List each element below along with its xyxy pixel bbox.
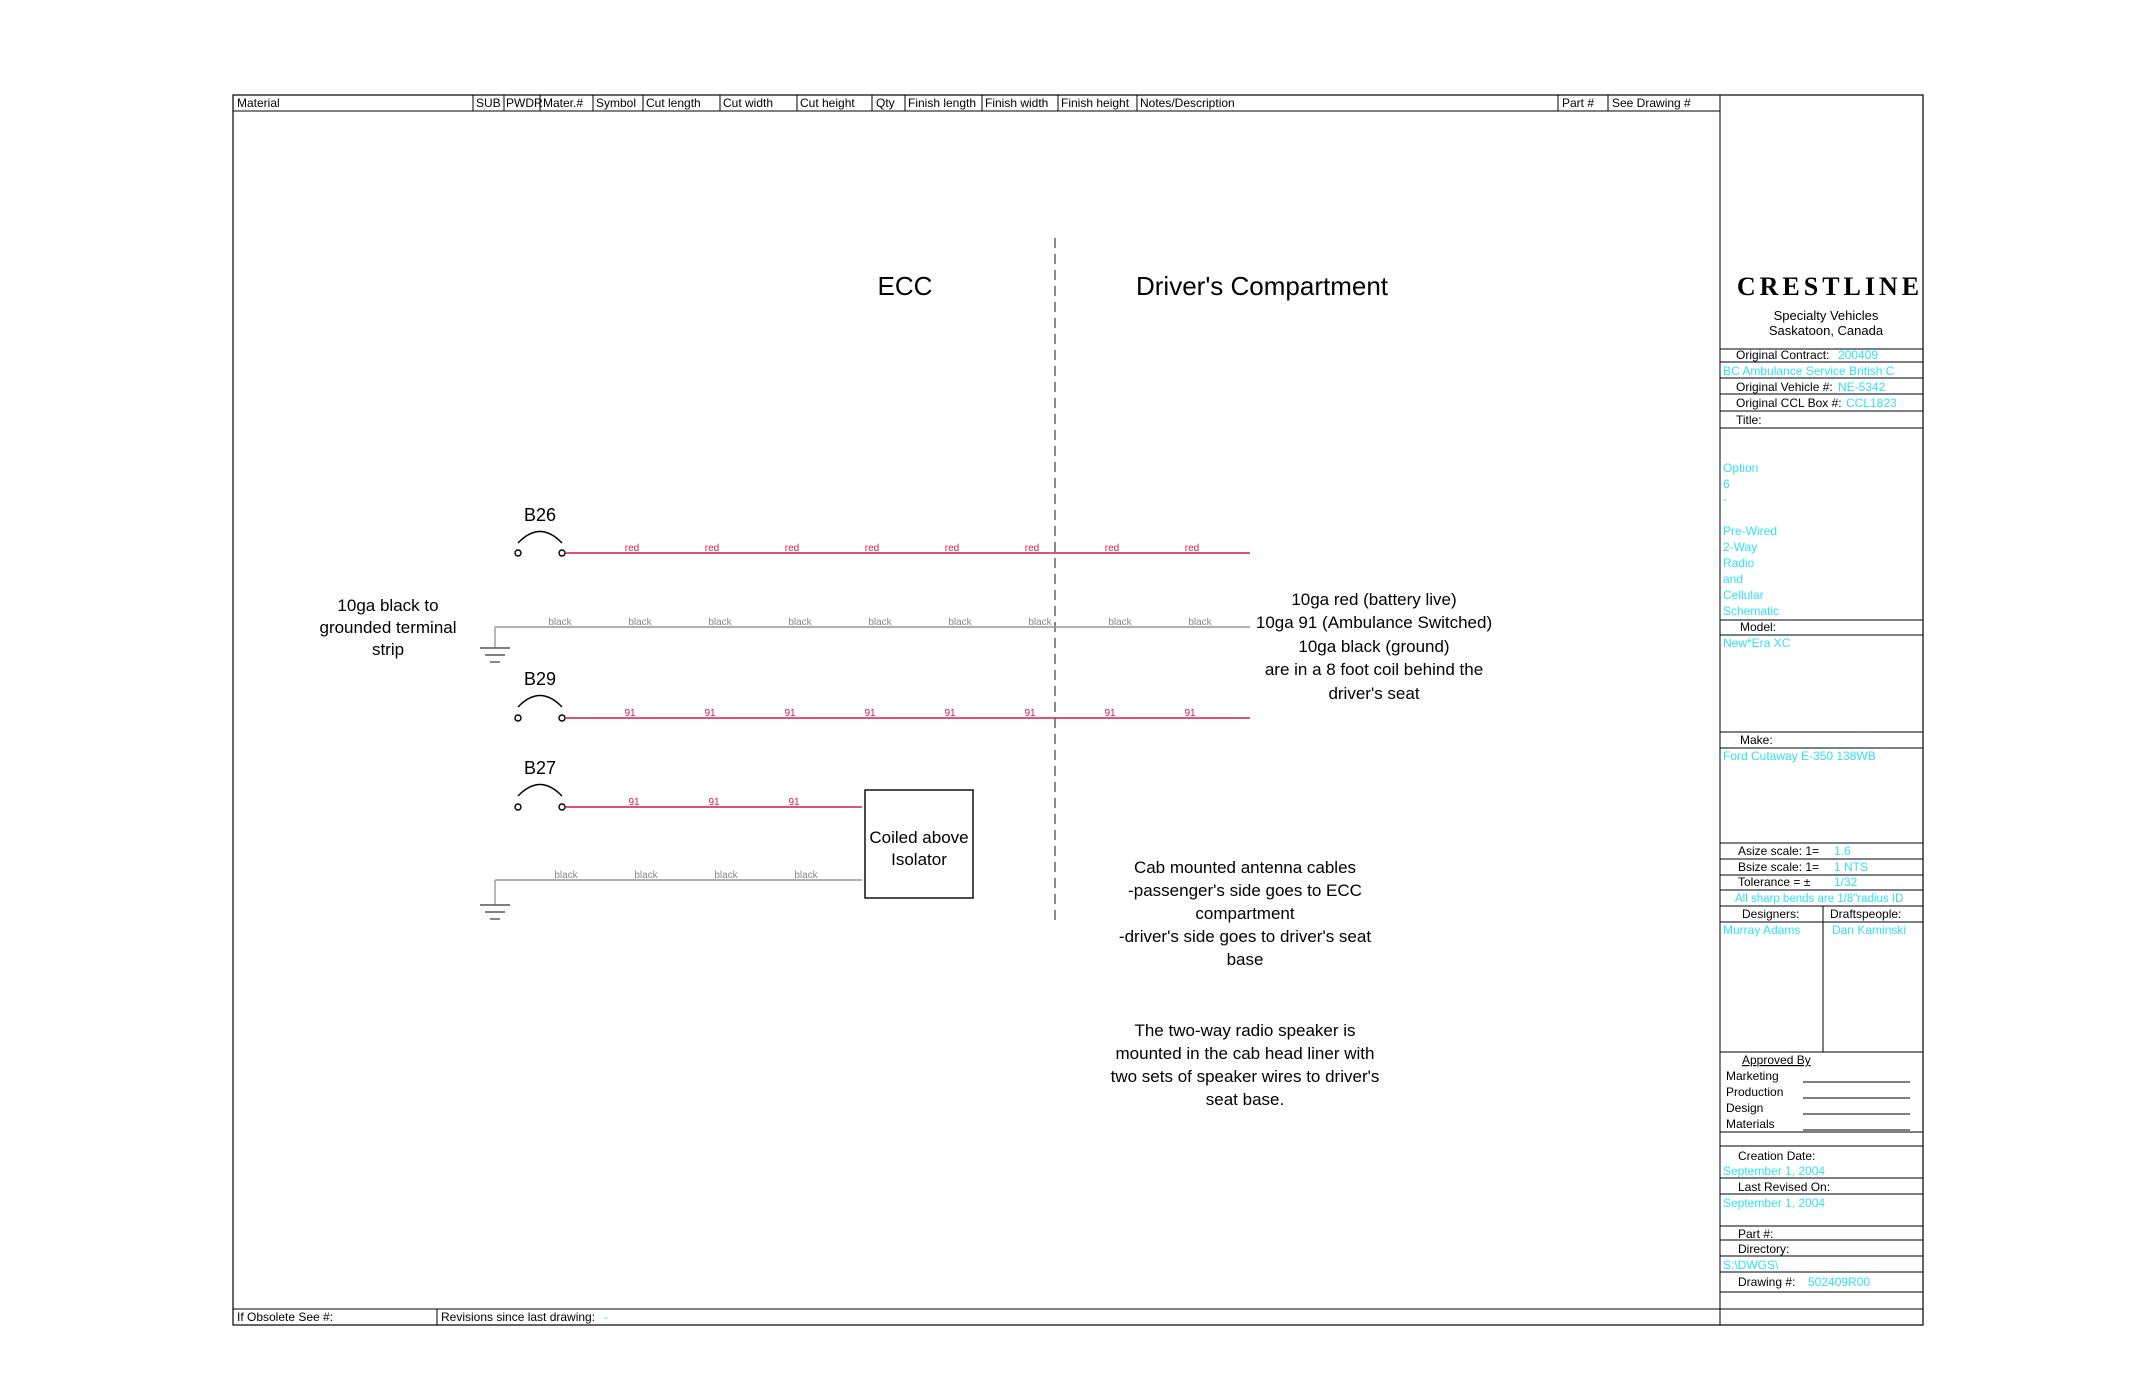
svg-text:-driver's side goes to driver': -driver's side goes to driver's seat bbox=[1118, 927, 1372, 946]
svg-text:-passenger's side goes to ECC: -passenger's side goes to ECC bbox=[1128, 881, 1362, 900]
part-label: Part #: bbox=[1738, 1227, 1774, 1241]
svg-text:red: red bbox=[944, 543, 960, 554]
svg-text:black: black bbox=[1108, 617, 1132, 628]
svg-text:Cellular: Cellular bbox=[1723, 588, 1764, 602]
svg-text:10ga black to: 10ga black to bbox=[337, 596, 439, 615]
svg-text:Design: Design bbox=[1726, 1101, 1764, 1115]
svg-text:base: base bbox=[1226, 950, 1264, 969]
title-block bbox=[1720, 272, 1923, 1292]
svg-text:black: black bbox=[554, 870, 578, 881]
wire-black-labels bbox=[548, 617, 1212, 628]
svg-text:compartment: compartment bbox=[1195, 904, 1295, 923]
ccl-value: CCL1823 bbox=[1846, 396, 1897, 410]
hdr-material: Material bbox=[237, 96, 280, 110]
bsize-label: Bsize scale: 1= bbox=[1738, 860, 1820, 874]
model-value: New*Era XC bbox=[1723, 636, 1791, 650]
svg-text:red: red bbox=[1024, 543, 1040, 554]
svg-text:The two-way radio speaker is: The two-way radio speaker is bbox=[1134, 1021, 1356, 1040]
svg-text:B29: B29 bbox=[523, 669, 557, 689]
svg-text:two sets of speaker wires to d: two sets of speaker wires to driver's bbox=[1110, 1067, 1380, 1086]
contract-value: 200409 bbox=[1838, 348, 1879, 362]
svg-text:10ga red (battery live): 10ga red (battery live) bbox=[1291, 590, 1457, 609]
company-line2: Saskatoon, Canada bbox=[1768, 323, 1884, 338]
svg-text:grounded terminal: grounded terminal bbox=[319, 618, 457, 637]
ground-symbol-2 bbox=[480, 905, 510, 919]
hdr-finish-length: Finish length bbox=[908, 96, 977, 110]
company-logo: CRESTLINE bbox=[1736, 272, 1924, 301]
approved-label: Approved By bbox=[1742, 1053, 1811, 1067]
svg-text:red: red bbox=[624, 543, 640, 554]
svg-text:91: 91 bbox=[628, 797, 640, 808]
svg-text:-: - bbox=[1723, 492, 1727, 506]
svg-text:mounted in the cab head liner: mounted in the cab head liner with bbox=[1115, 1044, 1375, 1063]
drafts-value: Dan Kaminski bbox=[1832, 923, 1907, 937]
svg-text:B27: B27 bbox=[523, 758, 557, 778]
svg-text:91: 91 bbox=[944, 708, 956, 719]
ground-symbol bbox=[480, 648, 510, 662]
svg-text:91: 91 bbox=[1184, 708, 1196, 719]
hdr-mater: Mater.# bbox=[543, 96, 584, 110]
svg-text:91: 91 bbox=[624, 708, 636, 719]
svg-text:black: black bbox=[628, 617, 652, 628]
svg-text:red: red bbox=[784, 543, 800, 554]
zone-ecc-label: ECC bbox=[877, 271, 933, 301]
revised-value: September 1, 2004 bbox=[1723, 1196, 1826, 1210]
title-label: Title: bbox=[1736, 413, 1762, 427]
svg-text:seat base.: seat base. bbox=[1205, 1090, 1285, 1109]
antenna-note bbox=[1119, 858, 1371, 969]
drafts-label: Draftspeople: bbox=[1830, 907, 1902, 921]
isolator-label-2: Isolator bbox=[891, 850, 947, 869]
svg-text:red: red bbox=[704, 543, 720, 554]
drawing-label: Drawing #: bbox=[1738, 1275, 1796, 1289]
svg-text:Marketing: Marketing bbox=[1726, 1069, 1779, 1083]
breaker-b26 bbox=[515, 505, 565, 556]
creation-label: Creation Date: bbox=[1738, 1149, 1816, 1163]
svg-text:Cab mounted antenna cables: Cab mounted antenna cables bbox=[1133, 858, 1357, 877]
svg-text:2-Way: 2-Way bbox=[1723, 540, 1758, 554]
asize-label: Asize scale: 1= bbox=[1738, 844, 1820, 858]
footer-revisions: Revisions since last drawing: bbox=[441, 1310, 596, 1324]
asize-value: 1.6 bbox=[1834, 844, 1851, 858]
designers-label: Designers: bbox=[1742, 907, 1800, 921]
hdr-cut-length: Cut length bbox=[646, 96, 701, 110]
tolerance-value: 1/32 bbox=[1834, 875, 1858, 889]
svg-text:91: 91 bbox=[864, 708, 876, 719]
svg-text:91: 91 bbox=[1104, 708, 1116, 719]
hdr-part: Part # bbox=[1562, 96, 1595, 110]
svg-text:black: black bbox=[714, 870, 738, 881]
coil-note bbox=[1256, 590, 1492, 703]
hdr-notes: Notes/Description bbox=[1140, 96, 1235, 110]
svg-text:driver's seat: driver's seat bbox=[1328, 684, 1420, 703]
bsize-value: 1 NTS bbox=[1834, 860, 1869, 874]
sheet-border bbox=[233, 95, 1923, 1325]
svg-text:Pre-Wired: Pre-Wired bbox=[1723, 524, 1778, 538]
hdr-cut-height: Cut height bbox=[800, 96, 855, 110]
creation-value: September 1, 2004 bbox=[1723, 1164, 1826, 1178]
svg-text:Materials: Materials bbox=[1726, 1117, 1775, 1131]
hdr-see-drawing: See Drawing # bbox=[1612, 96, 1691, 110]
svg-text:black: black bbox=[948, 617, 972, 628]
svg-text:black: black bbox=[708, 617, 732, 628]
model-label: Model: bbox=[1740, 620, 1777, 634]
make-value: Ford Cutaway E-350 138WB bbox=[1723, 749, 1876, 763]
ground-note bbox=[319, 596, 456, 659]
footer-revisions-value: - bbox=[604, 1310, 608, 1324]
tolerance-label: Tolerance = ± bbox=[1738, 875, 1811, 889]
hdr-finish-width: Finish width bbox=[985, 96, 1049, 110]
svg-text:Option: Option bbox=[1723, 461, 1759, 475]
zone-driver-label: Driver's Compartment bbox=[1135, 271, 1389, 301]
hdr-sub: SUB bbox=[476, 96, 501, 110]
customer-value: BC Ambulance Service British C bbox=[1723, 364, 1895, 378]
vehicle-label: Original Vehicle #: bbox=[1736, 380, 1833, 394]
svg-text:strip: strip bbox=[371, 640, 405, 659]
drawing-value: 502409R00 bbox=[1808, 1275, 1871, 1289]
company-line1: Specialty Vehicles bbox=[1773, 308, 1879, 323]
svg-text:black: black bbox=[634, 870, 658, 881]
svg-text:red: red bbox=[1184, 543, 1200, 554]
svg-text:Radio: Radio bbox=[1723, 556, 1755, 570]
isolator-label-1: Coiled above bbox=[869, 828, 969, 847]
directory-value: S:\DWGS\ bbox=[1723, 1258, 1779, 1272]
svg-text:91: 91 bbox=[788, 797, 800, 808]
ccl-label: Original CCL Box #: bbox=[1736, 396, 1842, 410]
svg-text:black: black bbox=[1188, 617, 1212, 628]
svg-text:10ga 91 (Ambulance Switched): 10ga 91 (Ambulance Switched) bbox=[1255, 613, 1493, 632]
contract-label: Original Contract: bbox=[1736, 348, 1830, 362]
svg-text:are in a 8 foot coil behind th: are in a 8 foot coil behind the bbox=[1264, 660, 1484, 679]
footer-obsolete: If Obsolete See #: bbox=[237, 1310, 334, 1324]
svg-text:red: red bbox=[1104, 543, 1120, 554]
svg-text:black: black bbox=[1028, 617, 1052, 628]
hdr-cut-width: Cut width bbox=[723, 96, 774, 110]
breaker-b27 bbox=[515, 758, 565, 810]
svg-text:black: black bbox=[548, 617, 572, 628]
svg-text:red: red bbox=[864, 543, 880, 554]
approval-lines bbox=[1803, 1082, 1910, 1130]
svg-text:and: and bbox=[1723, 572, 1744, 586]
svg-text:91: 91 bbox=[784, 708, 796, 719]
svg-text:black: black bbox=[788, 617, 812, 628]
hdr-finish-height: Finish height bbox=[1061, 96, 1130, 110]
hdr-pwdr: PWDR bbox=[506, 96, 543, 110]
approvals bbox=[1726, 1069, 1783, 1131]
revised-label: Last Revised On: bbox=[1738, 1180, 1831, 1194]
vehicle-value: NE-5342 bbox=[1838, 380, 1886, 394]
hdr-qty: Qty bbox=[876, 96, 895, 110]
speaker-note bbox=[1111, 1021, 1380, 1109]
directory-label: Directory: bbox=[1738, 1242, 1790, 1256]
breaker-b29 bbox=[515, 669, 565, 721]
svg-text:91: 91 bbox=[1024, 708, 1036, 719]
svg-text:91: 91 bbox=[704, 708, 716, 719]
svg-text:6: 6 bbox=[1723, 477, 1730, 491]
svg-text:91: 91 bbox=[708, 797, 720, 808]
bends-note: All sharp bends are 1/8"radius ID bbox=[1735, 893, 1904, 905]
svg-text:B26: B26 bbox=[523, 505, 557, 525]
svg-text:black: black bbox=[794, 870, 818, 881]
svg-text:Schematic: Schematic bbox=[1723, 604, 1780, 618]
svg-text:black: black bbox=[868, 617, 892, 628]
svg-text:Production: Production bbox=[1726, 1085, 1784, 1099]
designers-value: Murray Adams bbox=[1723, 923, 1801, 937]
hdr-symbol: Symbol bbox=[596, 96, 637, 110]
title-lines bbox=[1723, 461, 1779, 618]
make-label: Make: bbox=[1740, 733, 1773, 747]
svg-text:10ga black (ground): 10ga black (ground) bbox=[1298, 637, 1450, 656]
